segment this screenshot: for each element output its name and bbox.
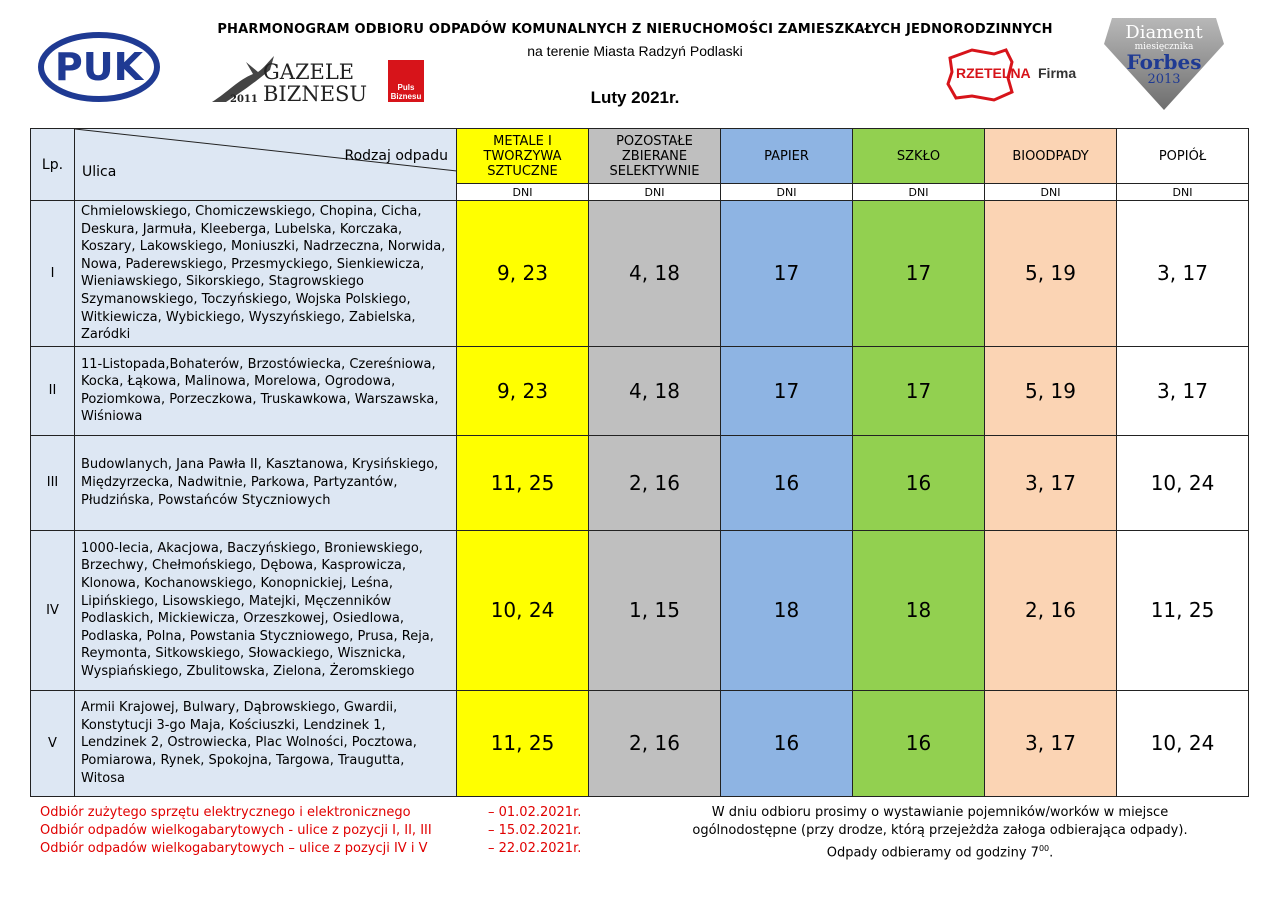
col-header-metale: METALE I TWORZYWA SZTUCZNE [457, 129, 589, 184]
svg-text:BIZNESU: BIZNESU [263, 82, 368, 106]
collection-hour-text: Odpady odbieramy od godziny 7 [826, 845, 1039, 861]
days-papier: 18 [721, 530, 853, 690]
instruction-line: W dniu odbioru prosimy o wystawianie pojemników/worków w miejsce [711, 805, 1169, 820]
special-collections-notes [40, 804, 640, 858]
instruction-line [650, 840, 1230, 862]
days-metale: 11, 25 [457, 435, 589, 530]
collection-hour-end: . [1049, 845, 1054, 861]
days-popiol: 10, 24 [1117, 690, 1249, 796]
note-row [40, 804, 640, 822]
days-szklo: 16 [853, 435, 985, 530]
col-header-papier: PAPIER [721, 129, 853, 184]
rzetelna-firma-logo [942, 44, 1082, 104]
header-diagonal-line [75, 129, 457, 201]
col-header-popiol: POPIÓŁ [1117, 129, 1249, 184]
table-row [31, 346, 1249, 435]
street-list: Budowlanych, Jana Pawła II, Kasztanowa, Krysińskiego, Międzyrzecka, Nadwitnie, Parkowa, Partyzantów, Płudzińska, Powstańców Styczniowych [75, 435, 457, 530]
svg-text:Firma: Firma [1038, 65, 1077, 81]
waste-type-header: Rodzaj odpadu [344, 148, 448, 164]
days-metale: 9, 23 [457, 201, 589, 347]
days-bioodpady: 3, 17 [985, 690, 1117, 796]
svg-text:Biznesu: Biznesu [390, 92, 422, 101]
note-date: – 15.02.2021r. [488, 823, 582, 838]
days-metale: 11, 25 [457, 690, 589, 796]
days-szklo: 18 [853, 530, 985, 690]
table-row [31, 201, 1249, 347]
puk-logo [38, 32, 160, 102]
svg-text:miesięcznika: miesięcznika [1134, 42, 1194, 52]
days-papier: 16 [721, 690, 853, 796]
note-label: Odbiór odpadów wielkogabarytowych – ulice z pozycji IV i V [40, 841, 428, 856]
gazele-biznesu-logo [208, 52, 428, 106]
days-popiol: 3, 17 [1117, 201, 1249, 347]
street-list: Chmielowskiego, Chomiczewskiego, Chopina, Cicha, Deskura, Jarmuła, Kleeberga, Lubelska, Korczaka, Koszary, Lakowskiego, Moniuszki, Nadrzeczna, Norwida, Nowa, Paderewskiego, Przesmyckiego, Sienkiewicza, Wieniawskiego, Sikorskiego, Stagrowskiego Szymanowskiego, Toczyńskiego, Wojska Polskiego, Witkiewicza, Wybickiego, Wyszyńskiego, Zabielska, Zaródki [75, 201, 457, 347]
days-pozostale: 2, 16 [589, 435, 721, 530]
svg-text:PUK: PUK [54, 45, 144, 89]
collection-hour-minutes: 00 [1038, 844, 1050, 853]
days-metale: 10, 24 [457, 530, 589, 690]
row-number: IV [31, 530, 75, 690]
note-row [40, 822, 640, 840]
row-number: III [31, 435, 75, 530]
table-row [31, 435, 1249, 530]
row-number: II [31, 346, 75, 435]
days-label: DNI [853, 184, 985, 201]
col-header-szklo: SZKŁO [853, 129, 985, 184]
days-popiol: 10, 24 [1117, 435, 1249, 530]
page-subtitle: na terenie Miasta Radzyń Podlaski [527, 43, 743, 59]
svg-text:Forbes: Forbes [1126, 50, 1202, 74]
days-label: DNI [589, 184, 721, 201]
days-popiol: 11, 25 [1117, 530, 1249, 690]
forbes-diamond-logo [1102, 14, 1226, 112]
days-pozostale: 2, 16 [589, 690, 721, 796]
page-title: PHARMONOGRAM ODBIORU ODPADÓW KOMUNALNYCH Z NIERUCHOMOŚCI ZAMIESZKAŁYCH JEDNORODZINNYCH [217, 22, 1053, 37]
days-bioodpady: 3, 17 [985, 435, 1117, 530]
svg-text:Diament: Diament [1125, 22, 1203, 43]
row-number: I [31, 201, 75, 347]
days-pozostale: 4, 18 [589, 201, 721, 347]
street-type-header [75, 129, 457, 201]
table-row [31, 530, 1249, 690]
svg-text:Puls: Puls [397, 83, 415, 92]
note-label: Odbiór odpadów wielkogabarytowych - ulice z pozycji I, II, III [40, 823, 432, 838]
days-bioodpady: 5, 19 [985, 346, 1117, 435]
svg-text:RZETELNA: RZETELNA [956, 65, 1031, 81]
schedule-month: Luty 2021r. [590, 88, 680, 107]
note-date: – 01.02.2021r. [488, 805, 582, 820]
col-header-pozostale: POZOSTAŁE ZBIERANE SELEKTYWNIE [589, 129, 721, 184]
days-szklo: 17 [853, 346, 985, 435]
days-papier: 16 [721, 435, 853, 530]
instruction-line: ogólnodostępne (przy drodze, którą przejeżdża załoga odbierająca odpady). [692, 823, 1188, 838]
collection-schedule-table [30, 128, 1249, 797]
note-row [40, 840, 640, 858]
note-label: Odbiór zużytego sprzętu elektrycznego i elektronicznego [40, 805, 411, 820]
col-header-bioodpady: BIOODPADY [985, 129, 1117, 184]
days-popiol: 3, 17 [1117, 346, 1249, 435]
table-row [31, 690, 1249, 796]
days-label: DNI [1117, 184, 1249, 201]
days-label: DNI [721, 184, 853, 201]
days-pozostale: 4, 18 [589, 346, 721, 435]
days-bioodpady: 5, 19 [985, 201, 1117, 347]
days-label: DNI [457, 184, 589, 201]
days-bioodpady: 2, 16 [985, 530, 1117, 690]
street-header: Ulica [82, 164, 117, 180]
days-szklo: 16 [853, 690, 985, 796]
collection-instructions [650, 804, 1230, 862]
street-list: 11-Listopada,Bohaterów, Brzostówiecka, Czereśniowa, Kocka, Łąkowa, Malinowa, Morelowa, Ogrodowa, Poziomkowa, Porzeczkowa, Truskawkowa, Warszawska, Wiśniowa [75, 346, 457, 435]
row-number: V [31, 690, 75, 796]
days-papier: 17 [721, 201, 853, 347]
days-papier: 17 [721, 346, 853, 435]
days-szklo: 17 [853, 201, 985, 347]
svg-text:2013: 2013 [1147, 72, 1181, 87]
days-pozostale: 1, 15 [589, 530, 721, 690]
svg-text:2011: 2011 [230, 94, 258, 105]
street-list: 1000-lecia, Akacjowa, Baczyńskiego, Broniewskiego, Brzechwy, Chełmońskiego, Dębowa, Kasprowicza, Klonowa, Kochanowskiego, Konopnickiej, Leśna, Lipińskiego, Lisowskiego, Matejki, Męczenników Podlaskich, Mickiewicza, Orzeszkowej, Osiedlowa, Podlaska, Polna, Powstania Styczniowego, Prusa, Reja, Reymonta, Sitkowskiego, Słowackiego, Wisznicka, Wyspiańskiego, Zbulitowska, Zielona, Żeromskiego [75, 530, 457, 690]
svg-text:GAZELE: GAZELE [263, 60, 355, 84]
days-metale: 9, 23 [457, 346, 589, 435]
lp-header: Lp. [31, 129, 75, 201]
note-date: – 22.02.2021r. [488, 841, 582, 856]
street-list: Armii Krajowej, Bulwary, Dąbrowskiego, Gwardii, Konstytucji 3-go Maja, Kościuszki, Lendzinek 1, Lendzinek 2, Ostrowiecka, Plac Wolności, Pocztowa, Pomiarowa, Rynek, Spokojna, Targowa, Traugutta, Witosa [75, 690, 457, 796]
days-label: DNI [985, 184, 1117, 201]
